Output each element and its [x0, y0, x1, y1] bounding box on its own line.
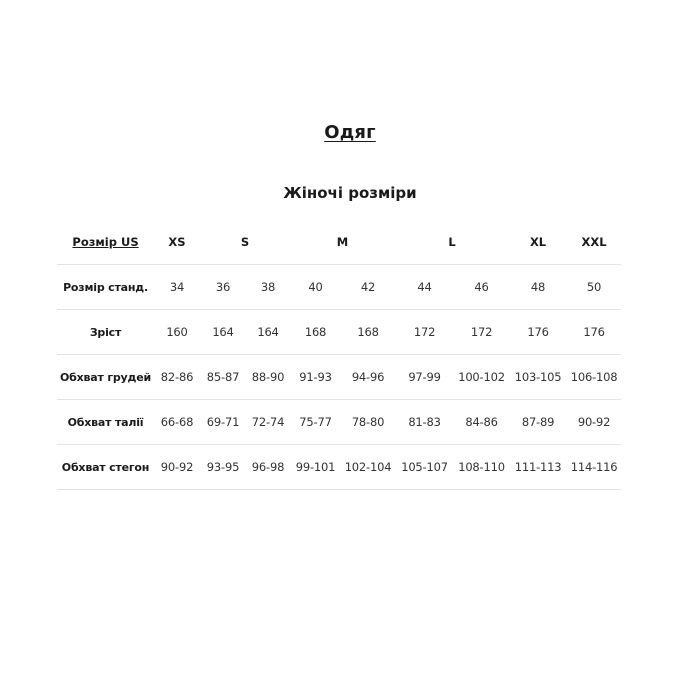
table-cell: 40: [290, 265, 341, 310]
table-cell: 99-101: [290, 445, 341, 490]
table-cell: 87-89: [509, 400, 567, 445]
table-cell: 66-68: [154, 400, 200, 445]
row-waist: [57, 400, 621, 445]
table-cell: 176: [567, 310, 621, 355]
row-label: Обхват талії: [57, 400, 154, 445]
table-cell: 111-113: [509, 445, 567, 490]
table-cell: 38: [246, 265, 290, 310]
table-cell: 172: [395, 310, 454, 355]
table-cell: 78-80: [341, 400, 395, 445]
us-size-m: M: [290, 220, 395, 265]
table-cell: 72-74: [246, 400, 290, 445]
table-cell: 82-86: [154, 355, 200, 400]
row-bust: [57, 355, 621, 400]
row-label: Обхват стегон: [57, 445, 154, 490]
table-cell: 176: [509, 310, 567, 355]
table-cell: 85-87: [200, 355, 246, 400]
table-cell: 114-116: [567, 445, 621, 490]
table-cell: 100-102: [454, 355, 509, 400]
us-size-xxl: XXL: [567, 220, 621, 265]
size-us-header[interactable]: [57, 220, 154, 265]
table-cell: 42: [341, 265, 395, 310]
table-cell: 46: [454, 265, 509, 310]
row-label: Зріст: [57, 310, 154, 355]
size-us-link[interactable]: Розмір US: [72, 235, 139, 249]
table-cell: 93-95: [200, 445, 246, 490]
table-cell: 88-90: [246, 355, 290, 400]
table-cell: 168: [290, 310, 341, 355]
table-cell: 34: [154, 265, 200, 310]
table-cell: 50: [567, 265, 621, 310]
table-cell: 105-107: [395, 445, 454, 490]
table-cell: 84-86: [454, 400, 509, 445]
table-cell: 36: [200, 265, 246, 310]
table-cell: 90-92: [154, 445, 200, 490]
table-cell: 103-105: [509, 355, 567, 400]
table-cell: 94-96: [341, 355, 395, 400]
table-cell: 106-108: [567, 355, 621, 400]
row-label: Обхват грудей: [57, 355, 154, 400]
us-size-l: L: [395, 220, 509, 265]
us-size-xs: XS: [154, 220, 200, 265]
table-cell: 48: [509, 265, 567, 310]
table-cell: 75-77: [290, 400, 341, 445]
us-size-s: S: [200, 220, 290, 265]
row-label: Розмір станд.: [57, 265, 154, 310]
row-hips: [57, 445, 621, 490]
table-cell: 102-104: [341, 445, 395, 490]
page-title: Одяг: [324, 122, 376, 143]
table-cell: 172: [454, 310, 509, 355]
us-size-xl: XL: [509, 220, 567, 265]
table-cell: 96-98: [246, 445, 290, 490]
table-cell: 90-92: [567, 400, 621, 445]
table-cell: 91-93: [290, 355, 341, 400]
table-cell: 69-71: [200, 400, 246, 445]
table-cell: 97-99: [395, 355, 454, 400]
section-title: Жіночі розміри: [283, 184, 417, 202]
table-cell: 164: [200, 310, 246, 355]
table-cell: 168: [341, 310, 395, 355]
table-cell: 108-110: [454, 445, 509, 490]
row-standard-size: [57, 265, 621, 310]
table-cell: 164: [246, 310, 290, 355]
us-size-header-row: [57, 220, 621, 265]
table-cell: 160: [154, 310, 200, 355]
table-cell: 81-83: [395, 400, 454, 445]
size-chart-table: [57, 220, 621, 490]
row-height: [57, 310, 621, 355]
table-cell: 44: [395, 265, 454, 310]
